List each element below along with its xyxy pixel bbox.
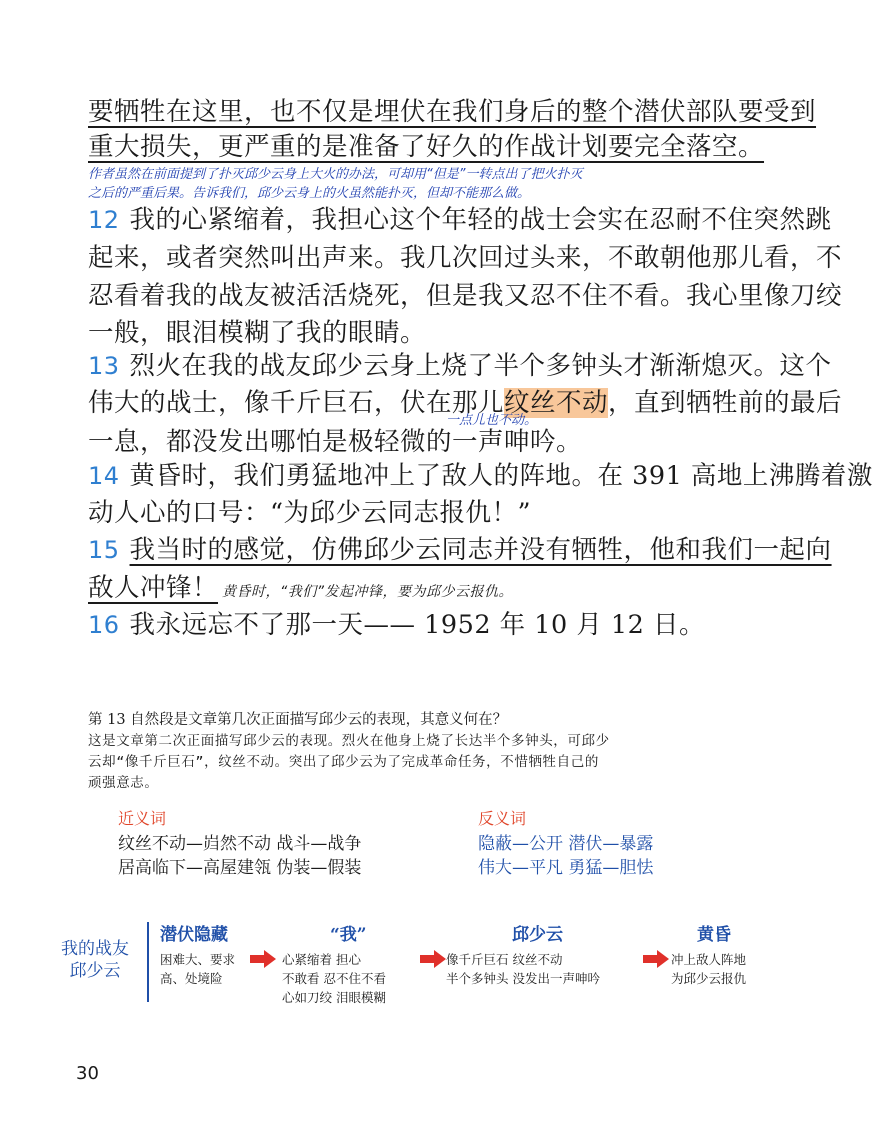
- p12-line-1: 12 我的心紧缩着，我担心这个年轻的战士会实在忍耐不住突然跳: [88, 205, 832, 235]
- highlighted-phrase: 纹丝不动: [504, 388, 609, 418]
- paragraph-number: 16: [88, 611, 120, 639]
- paragraph-number: 12: [88, 206, 120, 234]
- mindmap-col2-heading: “我”: [330, 925, 367, 945]
- p13-line-3: 一息，都没发出哪怕是极轻微的一声呻吟。: [88, 427, 583, 457]
- mindmap-col3-line-2: 半个多钟头 没发出一声呻吟: [446, 971, 600, 986]
- antonym-row-2: 伟大—平凡 勇猛—胆怯: [478, 858, 654, 878]
- margin-note-1-line-1: 作者虽然在前面提到了扑灭邱少云身上大火的办法，可却用“但是”一转点出了把火扑灭: [88, 167, 583, 182]
- p14-line-1: 14 黄昏时，我们勇猛地冲上了敌人的阵地。在 391 高地上沸腾着激: [88, 461, 873, 491]
- red-arrow-icon: [250, 950, 276, 968]
- answer-line-2: 云却“像千斤巨石”，纹丝不动。突出了邱少云为了完成革命任务，不惜牺牲自己的: [88, 754, 599, 770]
- question-text: 第 13 自然段是文章第几次正面描写邱少云的表现，其意义何在？: [88, 712, 508, 728]
- mindmap-col3-heading: 邱少云: [512, 925, 563, 945]
- margin-note-3: 黄昏时，“我们”发起冲锋，要为邱少云报仇。: [222, 584, 514, 600]
- antonym-heading: 反义词: [478, 809, 527, 828]
- margin-note-2: 一点儿也不动。: [446, 413, 538, 428]
- page-number: 30: [76, 1063, 99, 1084]
- mindmap-col4-line-2: 为邱少云报仇: [671, 971, 747, 986]
- mindmap-col4-heading: 黄昏: [697, 925, 731, 945]
- mindmap-col2-line-2: 不敢看 忍不住不看: [282, 971, 386, 986]
- p16-line-1: 16 我永远忘不了那一天—— 1952 年 10 月 12 日。: [88, 610, 705, 640]
- synonym-row-2: 居高临下—高屋建瓴 伪装—假装: [118, 858, 362, 878]
- p15-line-2: 敌人冲锋！ 黄昏时，“我们”发起冲锋，要为邱少云报仇。: [88, 573, 514, 603]
- mindmap-col4-line-1: 冲上敌人阵地: [671, 952, 747, 967]
- antonym-row-1: 隐蔽—公开 潜伏—暴露: [478, 834, 654, 854]
- margin-note-1-line-2: 之后的严重后果。告诉我们，邱少云身上的火虽然能扑灭，但却不能那么做。: [88, 186, 531, 201]
- mindmap-col1-line-1: 困难大、要求: [160, 952, 236, 967]
- mindmap-col2-line-1: 心紧缩着 担心: [282, 952, 361, 967]
- p13-line-1: 13 烈火在我的战友邱少云身上烧了半个多钟头才渐渐熄灭。这个: [88, 351, 832, 381]
- answer-line-3: 顽强意志。: [88, 775, 159, 791]
- mindmap-root: 我的战友 邱少云: [61, 939, 129, 981]
- paragraph-number: 13: [88, 352, 120, 380]
- mindmap-col2-line-3: 心如刀绞 泪眼模糊: [282, 990, 386, 1005]
- mindmap-bracket: [147, 922, 149, 1002]
- synonym-heading: 近义词: [118, 809, 167, 828]
- red-arrow-icon: [643, 950, 669, 968]
- p12-line-2: 起来，或者突然叫出声来。我几次回过头来，不敢朝他那儿看，不: [88, 243, 843, 273]
- mindmap-col3-line-1: 像千斤巨石 纹丝不动: [446, 952, 563, 967]
- paragraph-number: 15: [88, 536, 120, 564]
- red-arrow-icon: [420, 950, 446, 968]
- p12-line-4: 一般，眼泪模糊了我的眼睛。: [88, 318, 427, 348]
- synonym-row-1: 纹丝不动—岿然不动 战斗—战争: [118, 834, 362, 854]
- answer-line-1: 这是文章第二次正面描写邱少云的表现。烈火在他身上烧了长达半个多钟头，可邱少: [88, 733, 610, 749]
- p11-line-1: 要牺牲在这里，也不仅是埋伏在我们身后的整个潜伏部队要受到: [88, 97, 817, 127]
- p13-line-2: 伟大的战士，像千斤巨石，伏在那儿纹丝不动，直到牺牲前的最后: [88, 388, 843, 418]
- paragraph-number: 14: [88, 462, 120, 490]
- p14-line-2: 动人心的口号：“为邱少云同志报仇！”: [88, 498, 532, 528]
- p12-line-3: 忍看着我的战友被活活烧死，但是我又忍不住不看。我心里像刀绞: [88, 281, 843, 311]
- p15-line-1: 15 我当时的感觉，仿佛邱少云同志并没有牺牲，他和我们一起向: [88, 535, 832, 565]
- p11-line-2: 重大损失，更严重的是准备了好久的作战计划要完全落空。: [88, 132, 765, 162]
- mindmap-col1-heading: 潜伏隐藏: [160, 925, 228, 945]
- mindmap-col1-line-2: 高、处境险: [160, 971, 223, 986]
